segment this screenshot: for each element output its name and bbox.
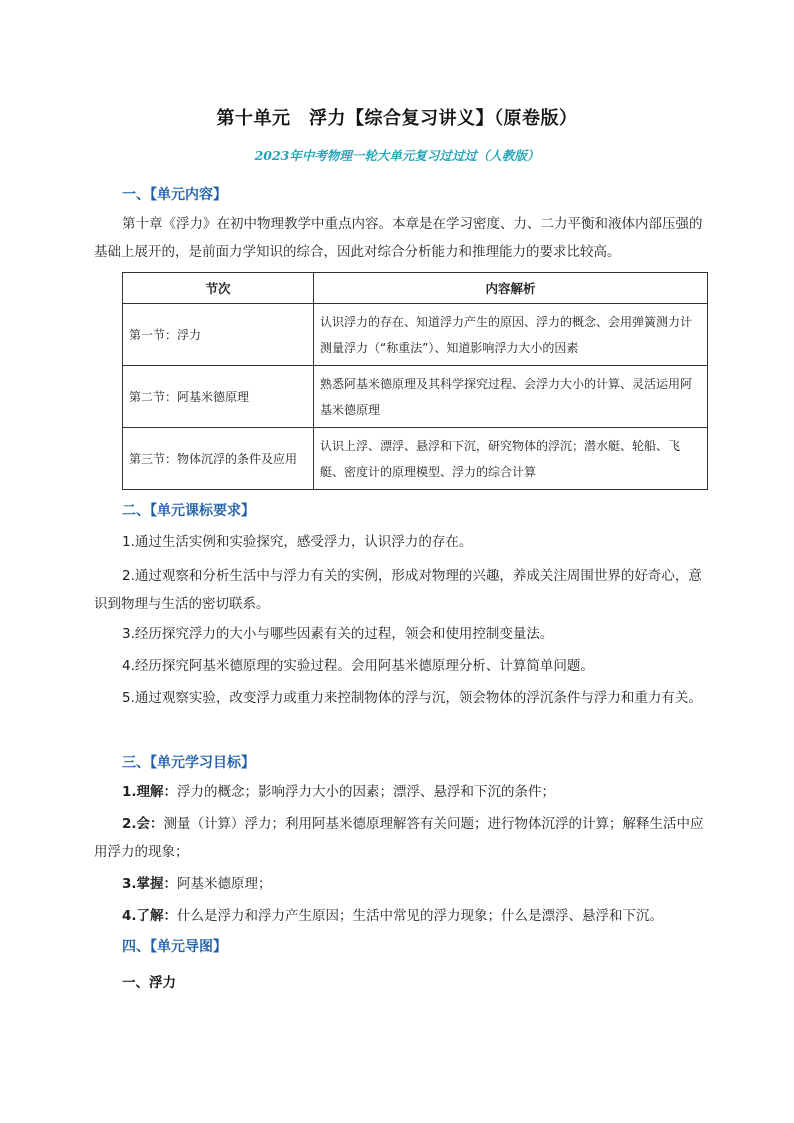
table-cell-section: 第一节：浮力 bbox=[123, 304, 314, 366]
requirement-item: 3.经历探究浮力的大小与哪些因素有关的过程，领会和使用控制变量法。 bbox=[122, 626, 554, 642]
unit-intro-paragraph: 第十章《浮力》在初中物理教学中重点内容。本章是在学习密度、力、二力平衡和液体内部压强的基础上展开的，是前面力学知识的综合，因此对综合分析能力和推理能力的要求比较高。 bbox=[94, 216, 703, 260]
section-heading-unit-map: 四、【单元导图】 bbox=[122, 939, 227, 955]
document-subtitle: 2023年中考物理一轮大单元复习过过过（人教版） bbox=[254, 148, 540, 163]
table-cell-section: 第三节：物体沉浮的条件及应用 bbox=[123, 428, 314, 490]
table-cell-content: 认识上浮、漂浮、悬浮和下沉，研究物体的浮沉；潜水艇、轮船、飞艇、密度计的原理模型、浮力的综合计算 bbox=[314, 428, 708, 490]
section-heading-learning-objectives: 三、【单元学习目标】 bbox=[122, 755, 255, 771]
objective-lead: 2.会： bbox=[122, 816, 164, 832]
table-cell-section: 第二节：阿基米德原理 bbox=[123, 366, 314, 428]
table-row bbox=[123, 304, 708, 366]
requirement-item: 5.通过观察实验，改变浮力或重力来控制物体的浮与沉，领会物体的浮沉条件与浮力和重力有关。 bbox=[122, 690, 702, 706]
objective-item bbox=[94, 810, 710, 866]
objective-text: 浮力的概念；影响浮力大小的因素；漂浮、悬浮和下沉的条件； bbox=[177, 784, 556, 800]
objective-lead: 1.理解： bbox=[122, 784, 178, 800]
table-header-row bbox=[123, 273, 708, 304]
table-header-cell: 内容解析 bbox=[314, 273, 708, 304]
objective-item bbox=[122, 778, 710, 806]
objective-item bbox=[122, 870, 710, 898]
document-title: 第十单元 浮力【综合复习讲义】（原卷版） bbox=[216, 108, 578, 129]
objective-text: 测量（计算）浮力；利用阿基米德原理解答有关问题；进行物体沉浮的计算；解释生活中应用浮力的现象； bbox=[94, 816, 704, 860]
requirement-item: 1.通过生活实例和实验探究，感受浮力，认识浮力的存在。 bbox=[122, 534, 473, 550]
sub-heading-buoyancy: 一、浮力 bbox=[122, 975, 176, 991]
table-header-cell: 节次 bbox=[123, 273, 314, 304]
objective-item bbox=[122, 902, 710, 930]
requirement-item: 2.通过观察和分析生活中与浮力有关的实例，形成对物理的兴趣，养成关注周围世界的好奇心，意识到物理与生活的密切联系。 bbox=[94, 568, 702, 612]
table-row bbox=[123, 366, 708, 428]
objective-lead: 3.掌握： bbox=[122, 876, 178, 892]
objective-lead: 4.了解： bbox=[122, 908, 178, 924]
objective-text: 什么是浮力和浮力产生原因；生活中常见的浮力现象；什么是漂浮、悬浮和下沉。 bbox=[177, 908, 664, 924]
section-heading-unit-content: 一、【单元内容】 bbox=[122, 187, 227, 203]
table-row bbox=[123, 428, 708, 490]
content-table bbox=[122, 272, 708, 490]
section-heading-curriculum-requirements: 二、【单元课标要求】 bbox=[122, 503, 255, 519]
table-cell-content: 熟悉阿基米德原理及其科学探究过程、会浮力大小的计算、灵活运用阿基米德原理 bbox=[314, 366, 708, 428]
objective-text: 阿基米德原理； bbox=[177, 876, 272, 892]
requirement-item: 4.经历探究阿基米德原理的实验过程。会用阿基米德原理分析、计算简单问题。 bbox=[122, 658, 594, 674]
table-cell-content: 认识浮力的存在、知道浮力产生的原因、浮力的概念、会用弹簧测力计测量浮力（“称重法”）、知道影响浮力大小的因素 bbox=[314, 304, 708, 366]
